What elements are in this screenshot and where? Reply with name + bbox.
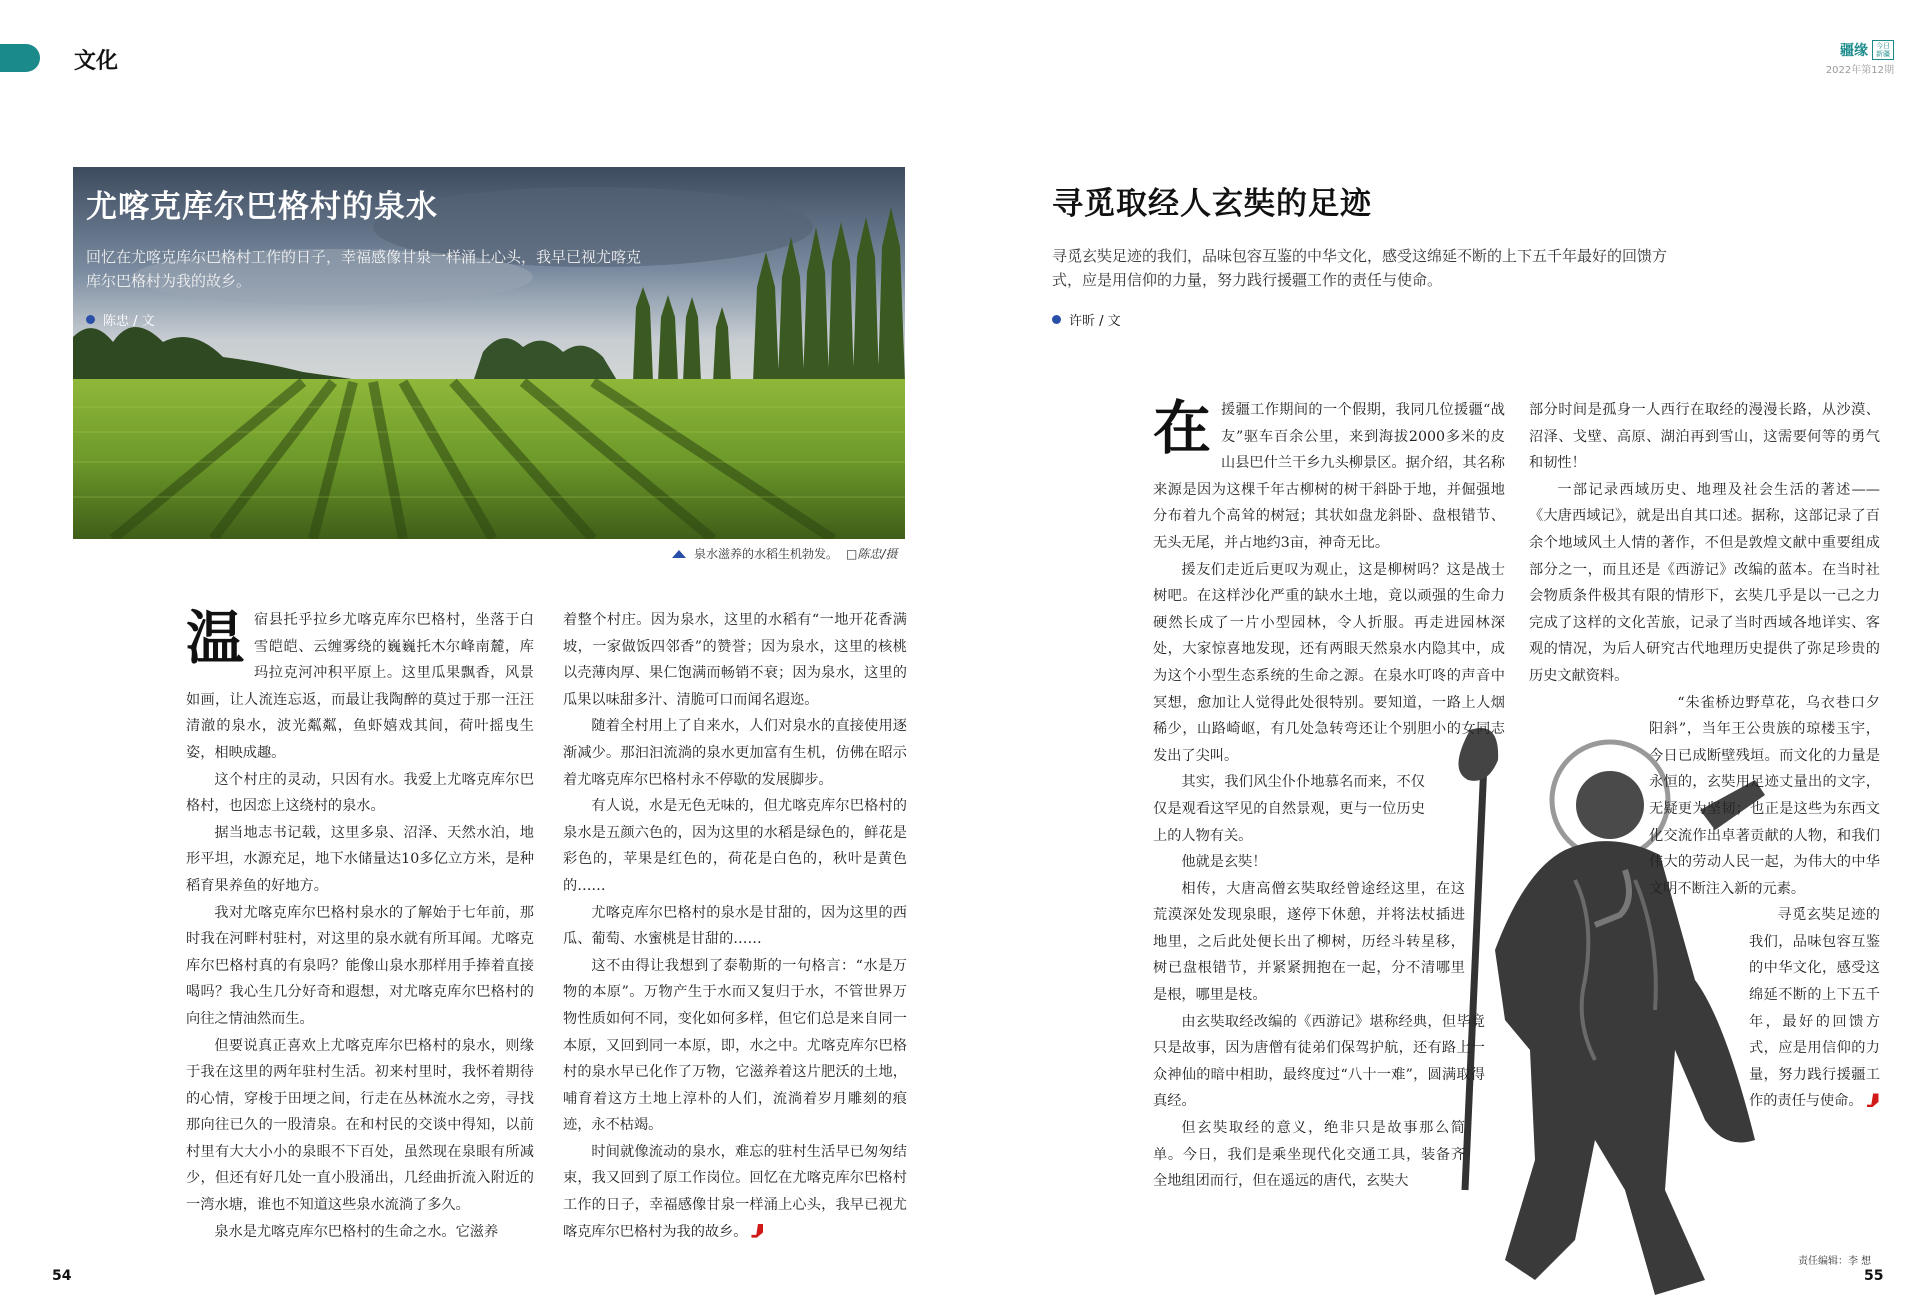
paragraph: 有人说，水是无色无味的，但尤喀克库尔巴格村的泉水是五颜六色的，因为这里的水稻是绿色的，鲜花是彩色的，苹果是红色的，荷花是白色的，秋叶是黄色的…… — [563, 798, 907, 894]
left-article-column-2 — [563, 607, 907, 1245]
paragraph: 这不由得让我想到了泰勒斯的一句格言：“水是万物的本原”。万物产生于水而又复归于水，不管世界万物性质如何不同，变化如何多样，但它们总是来自同一本原，又回到同一本原，即，水之中。尤喀克库尔巴格村的泉水早已化作了万物，它滋养着这片肥沃的土地，哺育着这方土地上淳朴的人们，流淌着岁月雕刻的痕迹，永不枯竭。 — [563, 957, 907, 1134]
drop-cap: 温 — [186, 604, 245, 672]
left-article-byline — [86, 310, 155, 329]
paragraph: 时间就像流动的泉水，难忘的驻村生活早已匆匆结束，我又回到了原工作岗位。回忆在尤喀克库尔巴格村工作的日子，幸福感像甘泉一样涌上心头，我早已视尤喀克库尔巴格村为我的故乡。 — [563, 1143, 907, 1240]
photo-caption — [672, 545, 897, 562]
paragraph: 我对尤喀克库尔巴格村泉水的了解始于七年前，那时我在河畔村驻村，对这里的泉水就有所耳闻。尤喀克库尔巴格村真的有泉吗？能像山泉水那样用手捧着直接喝吗？我心生几分好奇和遐想，对尤喀克库尔巴格村的向往之情油然而生。 — [186, 904, 534, 1027]
paragraph: 泉水是尤喀克库尔巴格村的生命之水。它滋养 — [214, 1223, 499, 1240]
end-mark-icon — [751, 1224, 763, 1238]
paragraph: 一部记录西域历史、地理及社会生活的著述——《大唐西域记》，就是出自其口述。据称，这部记录了百余个地域风土人情的著作，不但是敦煌文献中重要组成部分之一，而且还是《西游记》改编的蓝本。在当时社会物质条件极其有限的情形下，玄奘几乎是以一己之力完成了这样的文化苦旅，记录了当时西域各地详实、客观的情况，为后人研究古代地理历史提供了弥足珍贵的历史文献资料。 — [1529, 481, 1880, 684]
paragraph: 这个村庄的灵动，只因有水。我爱上尤喀克库尔巴格村，也因恋上这绕村的泉水。 — [186, 771, 534, 815]
brand-name: 疆缘 — [1840, 43, 1868, 59]
right-article-byline — [1052, 310, 1121, 329]
paragraph: 但要说真正喜欢上尤喀克库尔巴格村的泉水，则缘于我在这里的两年驻村生活。初来村里时，我怀着期待的心情，穿梭于田埂之间，行走在丛林流水之旁，寻找那向往已久的一股清泉。在和村民的交谈中得知，以前村里有大大小小的泉眼不下百处，虽然现在泉眼有所减少，但还有好几处一直小股涌出，几经曲折流入附近的一湾水塘，谁也不知道这些泉水流淌了多久。 — [186, 1037, 534, 1214]
page-number-right: 55 — [1864, 1268, 1884, 1284]
paragraph: 援友们走近后更叹为观止，这是柳树吗？这是战士树吧。在这样沙化严重的缺水土地，竟以顽强的生命力硬然长成了一片小型园林，令人折服。再走进园林深处，大家惊喜地发现，还有两眼天然泉水内隐其中，成为这个小型生态系统的生命之源。在泉水叮咚的声音中冥想，愈加让人觉得此处很特别。要知道，一路上人烟稀少，山路崎岖，有几处急转弯还让个别胆小的女同志发出了尖叫。 — [1153, 561, 1505, 764]
bullet-dot-icon — [1052, 315, 1061, 324]
right-article-lede: 寻觅玄奘足迹的我们，品味包容互鉴的中华文化，感受这绵延不断的上下五千年最好的回馈方式，应是用信仰的力量，努力践行援疆工作的责任与使命。 — [1052, 247, 1668, 289]
paragraph: 据当地志书记载，这里多泉、沼泽、天然水泊，地形平坦，水源充足，地下水储量达10多亿立方米，是种稻育果养鱼的好地方。 — [186, 824, 534, 894]
end-mark-icon — [1867, 1093, 1879, 1107]
caption-credit: □陈忠/摄 — [846, 547, 898, 561]
right-article-column-2 — [1529, 397, 1880, 1115]
paragraph: 但玄奘取经的意义，绝非只是故事那么简单。今日，我们是乘坐现代化交通工具，装备齐全地组团而行，但在遥远的唐代，玄奘大 — [1153, 1120, 1465, 1190]
paragraph: 相传，大唐高僧玄奘取经曾途经这里，在这荒漠深处发现泉眼，遂停下休憩，并将法杖插进地里，之后此处便长出了柳树，历经斗转星移，树已盘根错节，并紧紧拥抱在一起，分不清哪里是根，哪里是枝。 — [1153, 880, 1465, 1004]
right-article-column-1 — [1153, 394, 1505, 1195]
paragraph: 在援疆工作期间的一个假期，我同几位援疆“战友”驱车百余公里，来到海拔2000多米的皮山县巴什兰干乡九头柳景区。据介绍，其名称来源是因为这棵千年古柳树的树干斜卧于地，并倔强地分布着九个高耸的树冠；其状如盘龙斜卧、盘根错节、无头无尾，并占地约3亩，神奇无比。 — [1153, 394, 1505, 551]
brand-logo-box: 今日新疆 — [1872, 40, 1894, 60]
section-tab-marker — [0, 44, 40, 72]
paragraph: 随着全村用上了自来水，人们对泉水的直接使用逐渐减少。那汩汩流淌的泉水更加富有生机，仿佛在昭示着尤喀克库尔巴格村永不停歇的发展脚步。 — [563, 718, 907, 788]
left-article-column-1 — [186, 604, 534, 1245]
paragraph: 尤喀克库尔巴格村的泉水是甘甜的，因为这里的西瓜、葡萄、水蜜桃是甘甜的…… — [563, 904, 907, 948]
right-article-title: 寻觅取经人玄奘的足迹 — [1052, 186, 1372, 222]
caption-triangle-icon — [672, 550, 686, 558]
paragraph: “朱雀桥边野草花，乌衣巷口夕阳斜”，当年王公贵族的琼楼玉宇，今日已成断壁残垣。而文化的力量是永恒的，玄奘用足迹丈量出的文字，无疑更为坚韧；也正是这些为东西文化交流作出卓著贡献的人物，和我们伟大的劳动人民一起，为伟大的中华文明不断注入新的元素。 — [1649, 694, 1880, 897]
right-byline-text: 许昕 / 文 — [1069, 314, 1121, 329]
editor-credit: 责任编辑：李 想 — [1798, 1256, 1872, 1267]
drop-cap: 在 — [1153, 394, 1212, 462]
bullet-dot-icon — [86, 315, 95, 324]
paragraph: 着整个村庄。因为泉水，这里的水稻有“一地开花香满坡，一家做饭四邻香”的赞誉；因为泉水，这里的核桃以壳薄肉厚、果仁饱满而畅销不衰；因为泉水，这里的瓜果以味甜多汁、清脆可口而闻名遐迩。 — [563, 612, 907, 708]
page-number-left: 54 — [52, 1268, 72, 1284]
paragraph: 寻觅玄奘足迹的我们，品味包容互鉴的中华文化，感受这绵延不断的上下五千年，最好的回馈方式，应是用信仰的力量，努力践行援疆工作的责任与使命。 — [1749, 907, 1880, 1110]
paragraph: 他就是玄奘！ — [1181, 854, 1267, 871]
magazine-brand — [1826, 40, 1894, 76]
paragraph: 其实，我们风尘仆仆地慕名而来，不仅仅是观看这罕见的自然景观，更与一位历史上的人物有关。 — [1153, 774, 1425, 844]
paragraph: 由玄奘取经改编的《西游记》堪称经典，但毕竟只是故事，因为唐僧有徒弟们保驾护航，还有路上一众神仙的暗中相助，最终度过“八十一难”，圆满取得真经。 — [1153, 1013, 1485, 1110]
hero-photo — [73, 167, 905, 539]
left-article-title: 尤喀克库尔巴格村的泉水 — [86, 189, 438, 225]
left-byline-text: 陈忠 / 文 — [103, 314, 155, 329]
paragraph: 部分时间是孤身一人西行在取经的漫漫长路，从沙漠、沼泽、戈壁、高原、湖泊再到雪山，这需要何等的勇气和韧性！ — [1529, 402, 1880, 472]
caption-text: 泉水滋养的水稻生机勃发。 — [694, 547, 839, 561]
issue-number: 2022年第12期 — [1825, 65, 1894, 76]
section-title: 文化 — [74, 49, 119, 74]
paragraph: 温宿县托乎拉乡尤喀克库尔巴格村，坐落于白雪皑皑、云缠雾绕的巍巍托木尔峰南麓，库玛拉克河冲积平原上。这里瓜果飘香，风景如画，让人流连忘返，而最让我陶醉的莫过于那一汪汪清澈的泉水，波光粼粼，鱼虾嬉戏其间，荷叶摇曳生姿，相映成趣。 — [186, 604, 534, 761]
left-article-lede: 回忆在尤喀克库尔巴格村工作的日子，幸福感像甘泉一样涌上心头，我早已视尤喀克库尔巴格村为我的故乡。 — [86, 248, 642, 290]
